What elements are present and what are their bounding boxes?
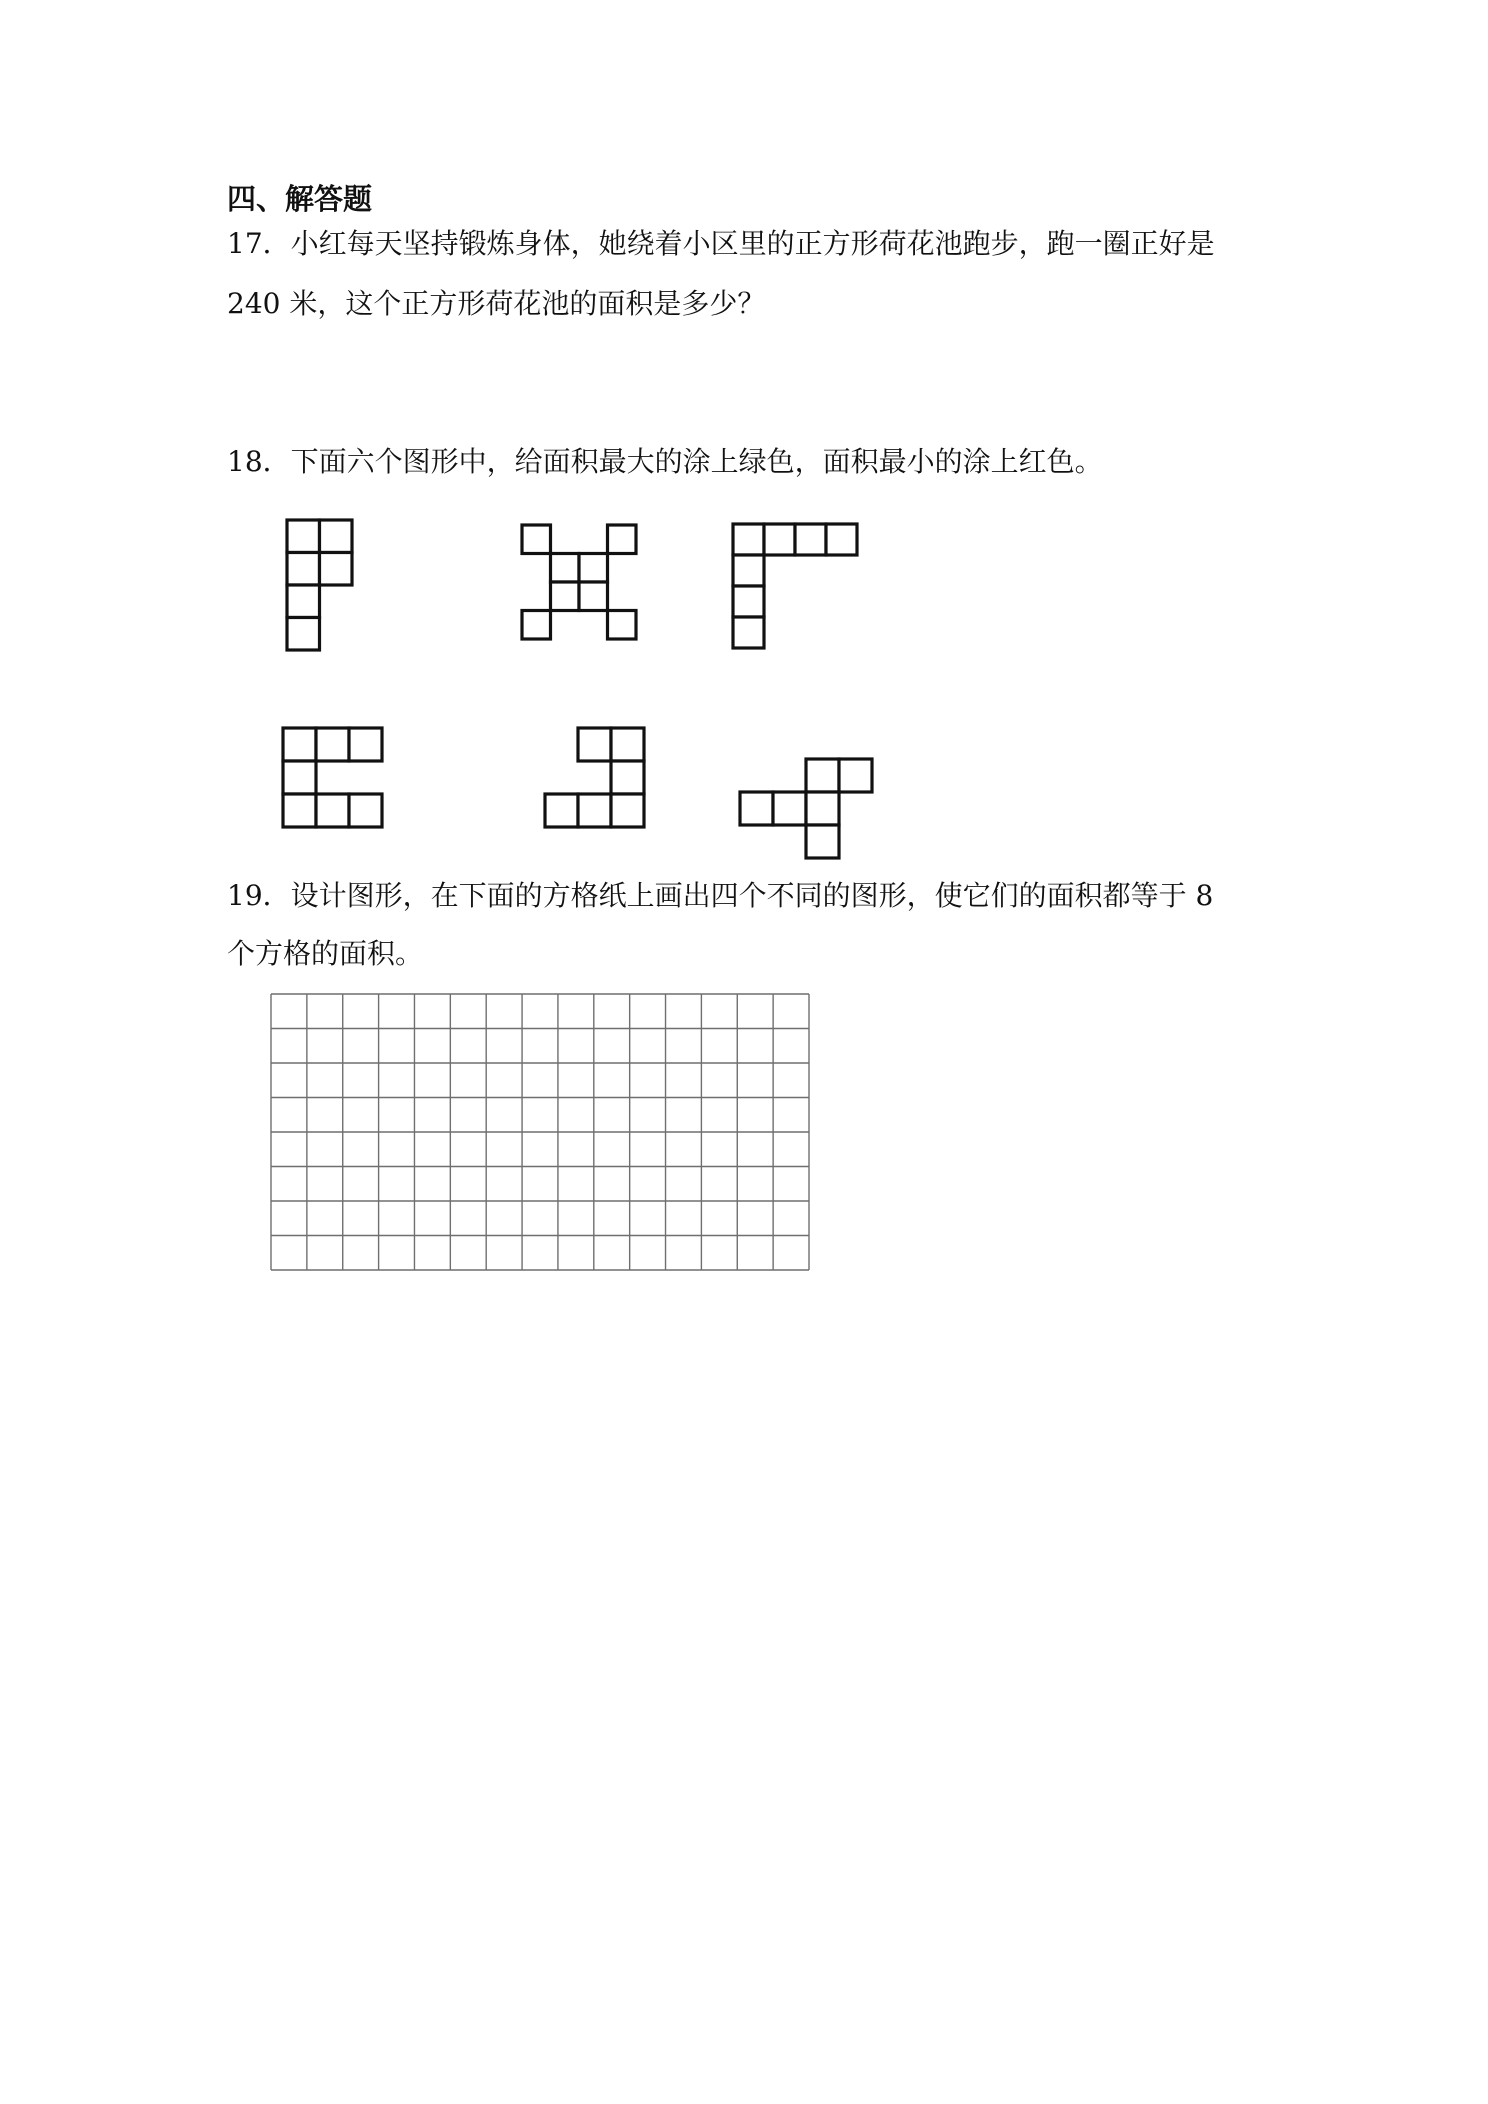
figure-5 [545, 728, 648, 831]
figure-cell [545, 794, 578, 827]
question-19-number: 19． [227, 879, 291, 912]
figure-cell [579, 582, 608, 611]
figure-cell [826, 524, 857, 555]
question-18-line-1 [227, 445, 1103, 478]
figure-cell [608, 525, 637, 554]
figure-cell [320, 553, 353, 586]
question-19-text-1: 设计图形，在下面的方格纸上画出四个不同的图形，使它们的面积都等于 8 [290, 879, 1214, 912]
question-18-number: 18． [227, 445, 291, 478]
figure-cell [740, 792, 773, 825]
question-17-line-1 [227, 227, 1215, 260]
question-18-text: 下面六个图形中，给面积最大的涂上绿色，面积最小的涂上红色。 [290, 445, 1103, 478]
figure-cell [551, 582, 580, 611]
figure-cell [316, 728, 349, 761]
question-17-number: 17． [227, 227, 291, 260]
question-19-line-1 [227, 879, 1214, 912]
question-17-text-2: 240 米，这个正方形荷花池的面积是多少？ [227, 287, 766, 320]
figure-1 [287, 520, 356, 654]
figure-cell [283, 761, 316, 794]
figure-cell [806, 825, 839, 858]
figure-3 [733, 524, 861, 652]
figure-cell [839, 759, 872, 792]
figure-cell [578, 728, 611, 761]
figure-4 [283, 728, 386, 831]
figure-cell [522, 611, 551, 640]
figure-cell [733, 586, 764, 617]
question-17-text-1: 小红每天坚持锻炼身体，她绕着小区里的正方形荷花池跑步，跑一圈正好是 [290, 227, 1215, 260]
figure-cell [287, 585, 320, 618]
figure-cell [764, 524, 795, 555]
figure-cell [579, 554, 608, 583]
figure-cell [806, 759, 839, 792]
figure-2 [522, 525, 640, 643]
figure-cell [287, 553, 320, 586]
figure-cell [522, 525, 551, 554]
figure-cell [316, 794, 349, 827]
figure-cell [320, 520, 353, 553]
figure-cell [349, 794, 382, 827]
figure-cell [611, 794, 644, 827]
figure-cell [733, 555, 764, 586]
figure-6 [740, 759, 876, 862]
figure-cell [611, 728, 644, 761]
figure-cell [733, 617, 764, 648]
figure-cell [608, 611, 637, 640]
figure-cell [578, 794, 611, 827]
figure-cell [611, 761, 644, 794]
figure-cell [733, 524, 764, 555]
figure-cell [287, 618, 320, 651]
figure-cell [287, 520, 320, 553]
grid-paper [270, 993, 810, 1271]
figure-cell [283, 728, 316, 761]
question-19-text-2: 个方格的面积。 [227, 937, 424, 970]
figure-cell [349, 728, 382, 761]
figure-cell [283, 794, 316, 827]
figure-cell [795, 524, 826, 555]
figure-cell [806, 792, 839, 825]
section-heading: 四、解答题 [227, 182, 373, 216]
figure-cell [773, 792, 806, 825]
figure-cell [551, 554, 580, 583]
